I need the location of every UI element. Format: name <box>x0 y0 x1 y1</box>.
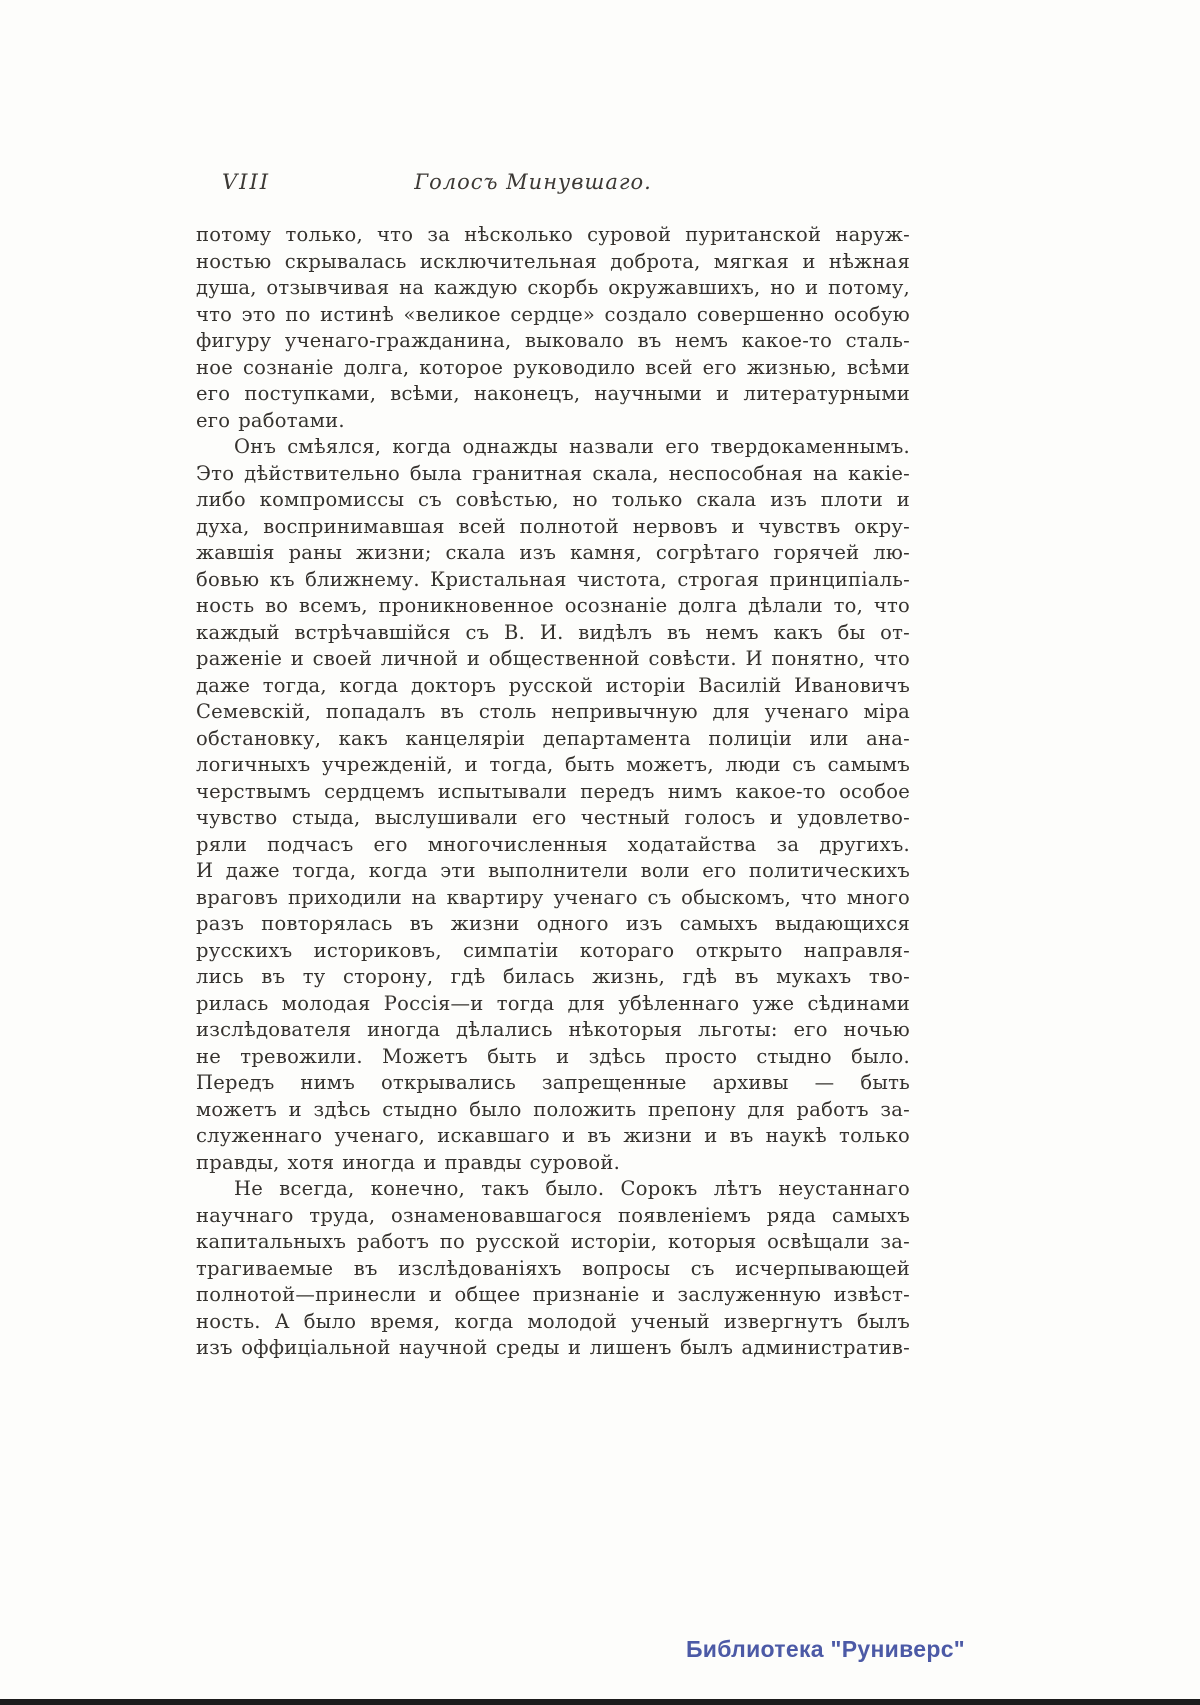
text-line: И даже тогда, когда эти выполнители воли его политическихъ <box>196 859 910 882</box>
text-line: Не всегда, конечно, такъ было. Сорокъ лѣтъ неустаннаго <box>234 1177 910 1200</box>
text-line: трагиваемые въ изслѣдованіяхъ вопросы съ исчерпывающей <box>196 1256 910 1280</box>
text-line: изслѣдователя иногда дѣлались нѣкоторыя льготы: его ночью <box>196 1018 910 1041</box>
text-line: Онъ смѣялся, когда однажды назвали его твердокаменнымъ. <box>234 435 910 458</box>
text-line: ность. А было время, когда молодой ученый извергнутъ былъ <box>196 1309 910 1333</box>
text-line: чувство стыда, выслушивали его честный голосъ и удовлетво- <box>196 806 910 829</box>
text-line: бовью къ ближнему. Кристальная чистота, строгая принципіаль- <box>196 567 910 591</box>
text-line: каждый встрѣчавшійся съ В. И. видѣлъ въ немъ какъ бы от- <box>196 620 910 644</box>
text-line: научнаго труда, ознаменовавшагося появленіемъ ряда самыхъ <box>196 1203 910 1227</box>
text-line: Это дѣйствительно была гранитная скала, неспособная на какіе- <box>196 461 910 485</box>
text-line: духа, воспринимавшая всей полнотой нервовъ и чувствъ окру- <box>196 514 910 538</box>
text-line: потому только, что за нѣсколько суровой пуританской наруж- <box>196 223 910 246</box>
text-line: Семевскій, попадалъ въ столь непривычную для ученаго міра <box>196 700 910 723</box>
text-line: можетъ и здѣсь стыдно было положить препону для работъ за- <box>196 1097 910 1121</box>
text-line: враговъ приходили на квартиру ученаго съ обыскомъ, что много <box>196 885 910 909</box>
scan-edge-line <box>0 1699 1200 1705</box>
text-line: логичныхъ учрежденій, и тогда, быть можетъ, люди съ самымъ <box>196 753 910 776</box>
page-header <box>196 170 910 200</box>
text-line: ность во всемъ, проникновенное осознаніе долга дѣлали то, что <box>196 594 910 617</box>
paragraph <box>196 222 910 434</box>
text-line: правды, хотя иногда и правды суровой. <box>196 1150 621 1174</box>
text-line: обстановку, какъ канцеляріи департамента полиціи или ана- <box>196 726 910 750</box>
text-line: раженіе и своей личной и общественной совѣсти. И понятно, что <box>196 647 910 670</box>
page-number: VIII <box>222 170 271 194</box>
text-line: черствымъ сердцемъ испытывали передъ нимъ какое-то особое <box>196 779 910 803</box>
paragraph <box>196 434 910 1176</box>
text-line: что это по истинѣ «великое сердце» создало совершенно особую <box>196 302 910 326</box>
text-line: рилась молодая Россія—и тогда для убѣленнаго уже сѣдинами <box>196 991 910 1015</box>
text-line: ное сознаніе долга, которое руководило всей его жизнью, всѣми <box>196 355 910 379</box>
text-line: фигуру ученаго-гражданина, выковало въ немъ какое-то сталь- <box>196 329 910 352</box>
text-line: либо компромиссы съ совѣстью, но только скала изъ плоти и <box>196 488 910 511</box>
text-line: даже тогда, когда докторъ русской исторіи Василій Ивановичъ <box>196 673 910 697</box>
text-line: его работами. <box>196 408 345 432</box>
text-line: изъ оффиціальной научной среды и лишенъ былъ административ- <box>196 1336 910 1359</box>
text-line: полнотой—принесли и общее признаніе и заслуженную извѣст- <box>196 1283 910 1306</box>
text-line: разъ повторялась въ жизни одного изъ самыхъ выдающихся <box>196 912 910 935</box>
text-line: капитальныхъ работъ по русской исторіи, которыя освѣщали за- <box>196 1230 910 1253</box>
text-line: служеннаго ученаго, искавшаго и въ жизни и въ наукѣ только <box>196 1124 910 1147</box>
text-line: не тревожили. Можетъ быть и здѣсь просто стыдно было. <box>196 1044 910 1068</box>
text-line: ряли подчасъ его многочисленныя ходатайства за другихъ. <box>196 832 910 856</box>
text-line: лись въ ту сторону, гдѣ билась жизнь, гдѣ въ мукахъ тво- <box>196 965 910 988</box>
text-line: Передъ нимъ открывались запрещенные архивы — быть <box>196 1071 910 1094</box>
text-line: его поступками, всѣми, наконецъ, научными и литературными <box>196 382 910 405</box>
body-text <box>196 222 910 1362</box>
text-line: ностью скрывалась исключительная доброта, мягкая и нѣжная <box>196 249 910 273</box>
journal-title: Голосъ Минувшаго. <box>414 170 652 194</box>
text-line: русскихъ историковъ, симпатіи котораго открыто направля- <box>196 938 910 962</box>
library-watermark: Библиотека "Руниверс" <box>685 1636 965 1662</box>
text-column <box>196 170 910 1362</box>
paragraph <box>196 1176 910 1362</box>
text-line: душа, отзывчивая на каждую скорбь окружавшихъ, но и потому, <box>196 276 910 299</box>
text-line: жавшія раны жизни; скала изъ камня, согрѣтаго горячей лю- <box>196 541 910 564</box>
